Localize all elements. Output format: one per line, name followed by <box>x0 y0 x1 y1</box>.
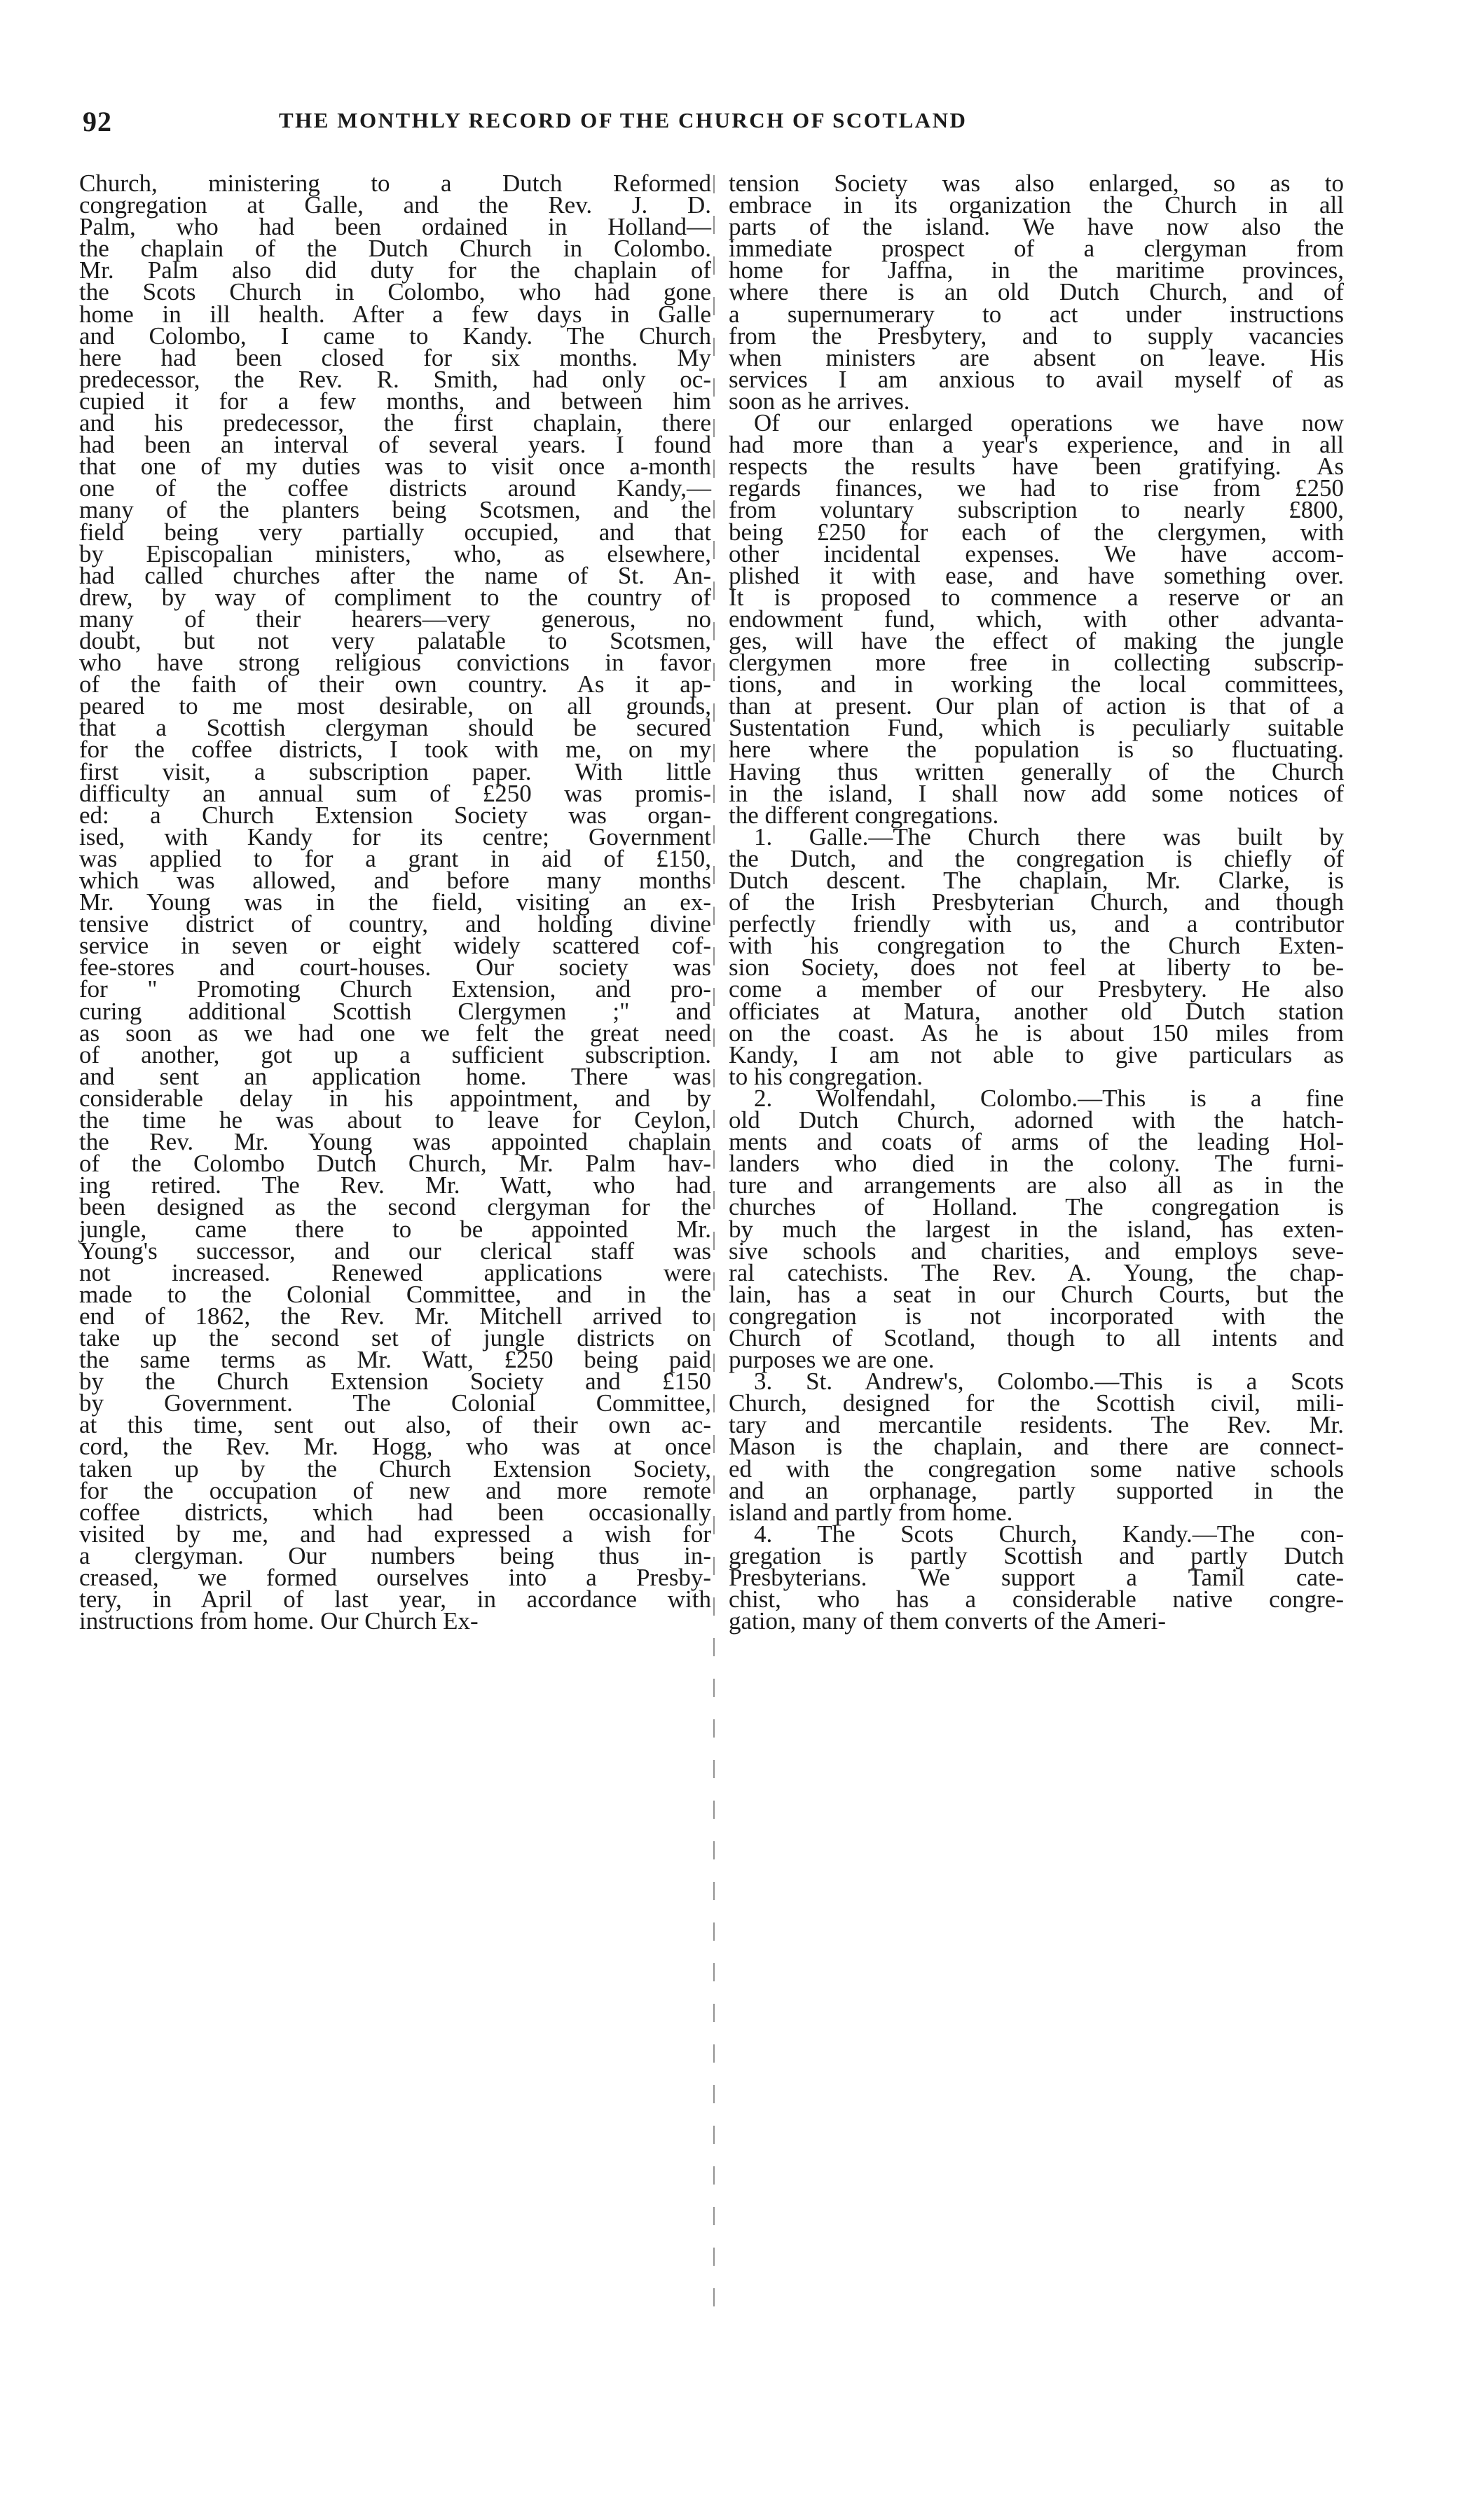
right-column-line: sion Society, does not feel at liberty to be- <box>729 954 1344 982</box>
page-number: 92 <box>83 106 112 137</box>
right-column-line: here where the population is so fluctuating. <box>729 736 1344 764</box>
left-column-line: many of their hearers—very generous, no <box>79 605 711 633</box>
left-column-line: which was allowed, and before many months <box>79 867 711 894</box>
left-column-line: taken up by the Church Extension Society, <box>79 1454 711 1483</box>
left-column-line: the Rev. Mr. Young was appointed chaplain <box>79 1128 711 1156</box>
left-column-line: service in seven or eight widely scattered cof- <box>79 932 711 960</box>
right-column-line: plished it with ease, and have something over. <box>729 561 1344 589</box>
left-column-line: for the occupation of new and more remote <box>79 1476 711 1504</box>
right-column-line: endowment fund, which, with other advanta- <box>729 605 1344 633</box>
right-column-line: gation, many of them converts of the Ameri- <box>729 1607 1167 1635</box>
left-column-line: ed: a Church Extension Society was organ- <box>79 801 711 829</box>
right-column-line: embrace in its organization the Church in all <box>729 191 1344 219</box>
right-column-line: Having thus written generally of the Church <box>729 757 1344 785</box>
right-column-line: tension Society was also enlarged, so as to <box>729 170 1344 197</box>
right-column <box>729 170 1344 1635</box>
right-column-line: soon as he arrives. <box>729 387 910 415</box>
right-column-line: from voluntary subscription to nearly £800, <box>729 496 1344 524</box>
left-column-line: Church, ministering to a Dutch Reformed <box>79 170 711 197</box>
right-column-line: It is proposed to commence a reserve or an <box>729 583 1344 611</box>
left-column-line: at this time, sent out also, of their own ac- <box>79 1411 711 1439</box>
left-column-line: for the coffee districts, I took with me, on my <box>79 736 711 764</box>
right-column-line: of the Irish Presbyterian Church, and though <box>729 888 1344 916</box>
left-column-line: end of 1862, the Rev. Mr. Mitchell arrived to <box>79 1302 711 1330</box>
left-column-line: the time he was about to leave for Ceylon, <box>79 1106 711 1134</box>
left-column-line: peared to me most desirable, on all grounds, <box>79 692 711 720</box>
left-column-line: and sent an application home. There was <box>79 1062 711 1090</box>
left-column-line: one of the coffee districts around Kandy,— <box>79 474 711 502</box>
right-column-line: churches of Holland. The congregation is <box>729 1193 1344 1221</box>
right-column-line: other incidental expenses. We have accom- <box>729 539 1344 568</box>
left-column-line: had called churches after the name of St. An- <box>79 561 711 589</box>
right-column-line: on the coast. As he is about 150 miles from <box>729 1019 1344 1047</box>
left-column-line: made to the Colonial Committee, and in the <box>79 1280 711 1308</box>
left-column-line: home in ill health. After a few days in Galle <box>79 300 711 328</box>
right-column-line: purposes we are one. <box>729 1346 935 1374</box>
right-column-line: the different congregations. <box>729 801 999 829</box>
right-column-line: by much the largest in the island, has exten- <box>729 1215 1344 1243</box>
left-column-line: that one of my duties was to visit once a-month <box>79 453 711 481</box>
right-column-line: than at present. Our plan of action is that of a <box>729 692 1344 720</box>
left-column-line: jungle, came there to be appointed Mr. <box>79 1215 711 1243</box>
left-column-line: cupied it for a few months, and between him <box>79 387 711 415</box>
right-column-line: ges, will have the effect of making the jungle <box>729 626 1344 654</box>
left-column-line: difficulty an annual sum of £250 was promis- <box>79 779 711 807</box>
left-column-line: the same terms as Mr. Watt, £250 being paid <box>79 1346 711 1374</box>
right-column-line: Dutch descent. The chaplain, Mr. Clarke, is <box>729 867 1344 894</box>
right-column-line: Presbyterians. We support a Tamil cate- <box>729 1564 1344 1591</box>
right-column-line: ed with the congregation some native schools <box>729 1454 1344 1483</box>
right-column-line: Sustentation Fund, which is peculiarly suitable <box>729 714 1344 742</box>
left-column-line: here had been closed for six months. My <box>79 343 711 371</box>
left-column-line: curing additional Scottish Clergymen ;" and <box>79 997 711 1025</box>
right-column-line: come a member of our Presbytery. He also <box>729 975 1344 1003</box>
right-column-line: sive schools and charities, and employs seve- <box>729 1237 1344 1265</box>
right-column-line: 4. The Scots Church, Kandy.—The con- <box>754 1520 1344 1548</box>
left-column-line: ing retired. The Rev. Mr. Watt, who had <box>79 1171 711 1199</box>
left-column-line: not increased. Renewed applications were <box>79 1258 711 1286</box>
left-column-line: and his predecessor, the first chaplain, there <box>79 409 711 437</box>
left-column-line: a clergyman. Our numbers being thus in- <box>79 1541 711 1569</box>
left-column-line: of the Colombo Dutch Church, Mr. Palm hav- <box>79 1150 711 1178</box>
left-column-line: the Scots Church in Colombo, who had gone <box>79 278 711 306</box>
left-column-line: coffee districts, which had been occasionally <box>79 1498 711 1526</box>
left-column-line: predecessor, the Rev. R. Smith, had only oc- <box>79 365 711 393</box>
right-column-line: Of our enlarged operations we have now <box>754 409 1344 437</box>
right-column-line: chist, who has a considerable native congre- <box>729 1585 1344 1614</box>
left-column-line: ised, with Kandy for its centre; Government <box>79 823 711 851</box>
left-column-line: Young's successor, and our clerical staff was <box>79 1237 711 1265</box>
left-column-line: and Colombo, I came to Kandy. The Church <box>79 322 711 350</box>
left-column-line: who have strong religious convictions in favor <box>79 649 711 677</box>
right-column-line: perfectly friendly with us, and a contributor <box>729 910 1344 938</box>
right-column-line: officiates at Matura, another old Dutch station <box>729 997 1344 1025</box>
left-column-line: cord, the Rev. Mr. Hogg, who was at once <box>79 1433 711 1461</box>
left-column-line: as soon as we had one we felt the great need <box>79 1019 711 1047</box>
left-column-line: the chaplain of the Dutch Church in Colombo. <box>79 235 711 263</box>
right-column-line: parts of the island. We have now also the <box>729 213 1344 241</box>
page-header <box>83 105 1389 147</box>
right-column-line: ture and arrangements are also all as in the <box>729 1171 1344 1199</box>
right-column-line: Kandy, I am not able to give particulars as <box>729 1040 1344 1068</box>
left-column-line: for " Promoting Church Extension, and pro- <box>79 975 711 1003</box>
right-column-line: and an orphanage, partly supported in the <box>729 1476 1344 1504</box>
left-column-line: Palm, who had been ordained in Holland— <box>79 213 711 241</box>
right-column-line: regards finances, we had to rise from £250 <box>729 474 1344 502</box>
right-column-line: home for Jaffna, in the maritime provinces, <box>729 256 1344 284</box>
left-column-line: by Government. The Colonial Committee, <box>79 1389 711 1417</box>
column-divider <box>713 175 715 2326</box>
left-column-line: many of the planters being Scotsmen, and the <box>79 496 711 524</box>
left-column-line: first visit, a subscription paper. With little <box>79 757 711 785</box>
left-column-line: that a Scottish clergyman should be secured <box>79 714 711 742</box>
left-column-line: fee-stores and court-houses. Our society was <box>79 954 711 982</box>
right-column-line: ral catechists. The Rev. A. Young, the chap- <box>729 1258 1344 1286</box>
left-column-line: field being very partially occupied, and that <box>79 518 711 546</box>
right-column-line: respects the results have been gratifying. As <box>729 453 1344 481</box>
right-column-line: 1. Galle.—The Church there was built by <box>754 823 1344 851</box>
right-column-line: ments and coats of arms of the leading Hol- <box>729 1128 1344 1156</box>
right-column-line: island and partly from home. <box>729 1498 1013 1526</box>
left-column-line: was applied to for a grant in aid of £150, <box>79 844 711 872</box>
right-column-line: congregation is not incorporated with the <box>729 1302 1344 1330</box>
right-column-line: gregation is partly Scottish and partly Dutch <box>729 1541 1344 1569</box>
right-column-line: being £250 for each of the clergymen, with <box>729 518 1344 546</box>
right-column-line: Church, designed for the Scottish civil, mili- <box>729 1389 1344 1417</box>
right-column-line: Church of Scotland, though to all intents and <box>729 1323 1344 1351</box>
right-column-line: immediate prospect of a clergyman from <box>729 235 1344 263</box>
left-column-line: take up the second set of jungle districts on <box>79 1323 711 1351</box>
right-column-line: landers who died in the colony. The furni- <box>729 1150 1344 1178</box>
left-column-line: of another, got up a sufficient subscription. <box>79 1040 711 1068</box>
left-column-line: drew, by way of compliment to the country of <box>79 583 711 611</box>
right-column-line: a supernumerary to act under instructions <box>729 300 1344 328</box>
left-column-line: tensive district of country, and holding divine <box>79 910 711 938</box>
right-column-line: where there is an old Dutch Church, and of <box>729 278 1344 306</box>
left-column-line: considerable delay in his appointment, and by <box>79 1084 711 1112</box>
left-column-line: tery, in April of last year, in accordance with <box>79 1585 711 1614</box>
left-column-line: by the Church Extension Society and £150 <box>79 1368 711 1396</box>
left-column-line: creased, we formed ourselves into a Presby- <box>79 1564 711 1591</box>
right-column-line: tions, and in working the local committees, <box>729 670 1344 699</box>
right-column-line: when ministers are absent on leave. His <box>729 343 1344 371</box>
left-column <box>79 170 711 1635</box>
left-column-line: Mr. Young was in the field, visiting an ex- <box>79 888 711 916</box>
right-column-line: Mason is the chaplain, and there are connect- <box>729 1433 1344 1461</box>
right-column-line: 3. St. Andrew's, Colombo.—This is a Scots <box>754 1368 1344 1396</box>
right-column-line: in the island, I shall now add some notices of <box>729 779 1344 807</box>
left-column-line: been designed as the second clergyman for the <box>79 1193 711 1221</box>
running-title: THE MONTHLY RECORD OF THE CHURCH OF SCOTLAND <box>279 108 968 132</box>
left-column-line: congregation at Galle, and the Rev. J. D. <box>79 191 711 219</box>
left-column-line: had been an interval of several years. I found <box>79 431 711 459</box>
right-column-line: 2. Wolfendahl, Colombo.—This is a fine <box>754 1084 1344 1112</box>
right-column-line: tary and mercantile residents. The Rev. Mr. <box>729 1411 1344 1439</box>
right-column-line: had more than a year's experience, and in all <box>729 431 1344 459</box>
right-column-line: clergymen more free in collecting subscrip- <box>729 649 1344 677</box>
right-column-line: services I am anxious to avail myself of as <box>729 365 1344 393</box>
left-column-line: by Episcopalian ministers, who, as elsewhere, <box>79 539 711 568</box>
left-column-line: Mr. Palm also did duty for the chaplain of <box>79 256 711 284</box>
left-column-line: of the faith of their own country. As it ap- <box>79 670 711 699</box>
right-column-line: old Dutch Church, adorned with the hatch- <box>729 1106 1344 1134</box>
right-column-line: with his congregation to the Church Exten- <box>729 932 1344 960</box>
right-column-line: from the Presbytery, and to supply vacancies <box>729 322 1344 350</box>
left-column-line: instructions from home. Our Church Ex- <box>79 1607 479 1635</box>
right-column-line: to his congregation. <box>729 1062 923 1090</box>
right-column-line: the Dutch, and the congregation is chiefly of <box>729 844 1344 872</box>
right-column-line: lain, has a seat in our Church Courts, but the <box>729 1280 1344 1308</box>
left-column-line: visited by me, and had expressed a wish for <box>79 1520 711 1548</box>
left-column-line: doubt, but not very palatable to Scotsmen, <box>79 626 711 654</box>
